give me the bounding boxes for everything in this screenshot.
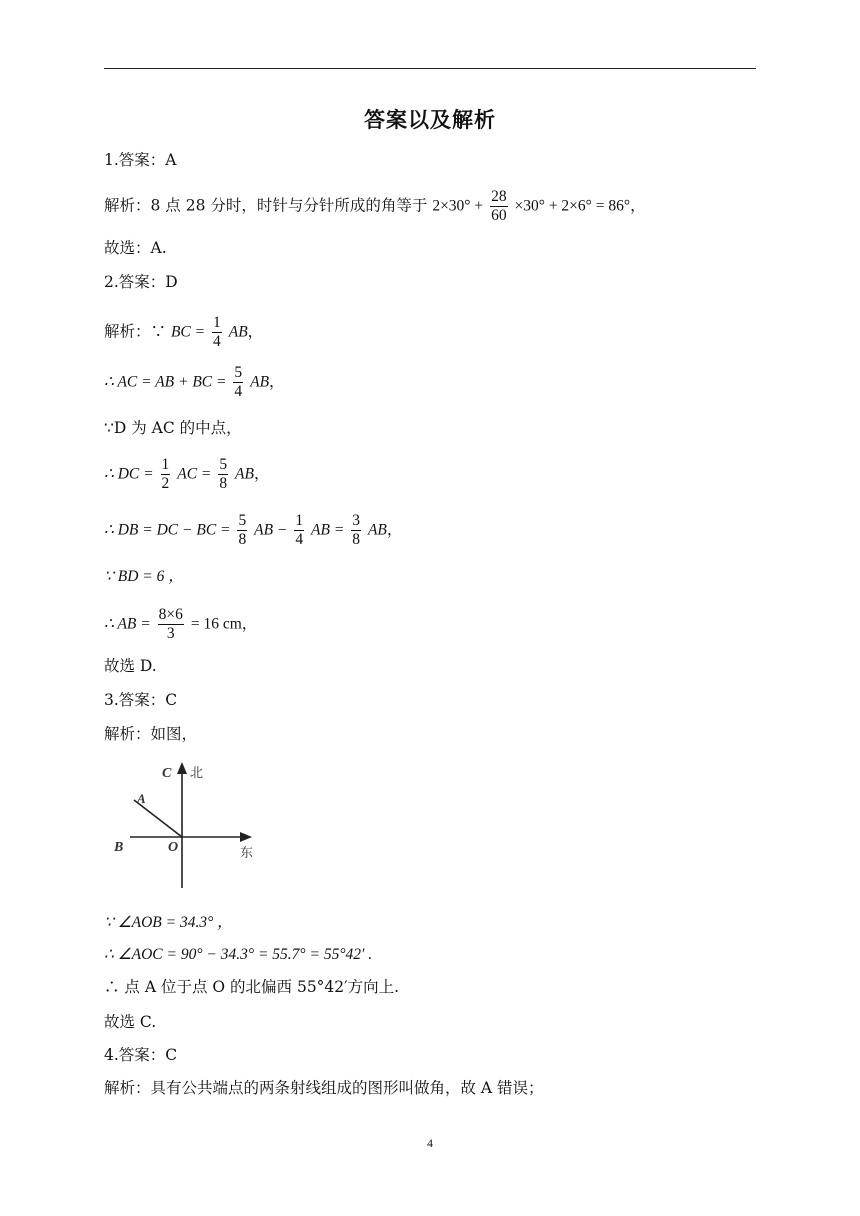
q1-analysis xyxy=(104,188,646,225)
q2-l7-fraction xyxy=(158,606,184,643)
q2-l4-ab: AB xyxy=(235,465,254,483)
q2-l1-lhs: BC = xyxy=(170,323,206,341)
q4-answer: 4.答案：C xyxy=(104,1046,178,1064)
q3-answer: 3.答案：C xyxy=(104,691,178,709)
page-number: 4 xyxy=(427,1136,433,1150)
q2-line-1 xyxy=(104,314,263,351)
q3-l1-text: ∵ ∠AOB = 34.3° ， xyxy=(104,914,233,931)
q2-l5-mid-1: AB − xyxy=(254,521,288,539)
q2-l2-fraction xyxy=(233,364,243,401)
q1-expr-b: ×30° + 2×6° = 86° xyxy=(514,197,631,215)
q3-analysis: 解析：如图， xyxy=(104,725,198,743)
q2-answer: 2.答案：D xyxy=(104,273,178,291)
q2-conclusion: 故选 D. xyxy=(104,657,157,675)
q2-l2-lhs: ∴ AC = AB + BC = xyxy=(104,373,227,391)
label-a: A xyxy=(137,791,146,806)
label-o: O xyxy=(168,840,179,855)
q2-l5-fraction-1 xyxy=(237,512,247,549)
q2-l1-ab: AB xyxy=(228,323,248,341)
q2-l7-den: 3 xyxy=(166,625,175,642)
q2-l7-rhs: = 16 cm， xyxy=(190,615,258,633)
east-arrow-icon xyxy=(240,832,252,842)
header-rule xyxy=(104,68,756,69)
q2-l2-end: ， xyxy=(269,372,285,391)
q2-l4-den-2: 8 xyxy=(219,475,228,492)
q2-line-5 xyxy=(104,512,402,549)
label-north: 北 xyxy=(190,766,204,781)
q3-line-1 xyxy=(104,912,233,933)
q1-frac-num: 28 xyxy=(491,188,507,205)
label-c: C xyxy=(162,766,172,781)
q2-l2-den: 4 xyxy=(234,383,243,400)
q2-l4-mid: AC = xyxy=(177,465,212,483)
label-east: 东 xyxy=(240,846,254,861)
q1-fraction xyxy=(490,188,508,225)
q1-comma: ， xyxy=(630,196,646,215)
q2-l4-end: ， xyxy=(253,464,270,483)
north-arrow-icon xyxy=(177,762,187,774)
page-title: 答案以及解析 xyxy=(364,107,496,132)
q1-conclusion: 故选：A. xyxy=(104,239,167,257)
q2-line-6 xyxy=(104,566,184,587)
q2-l5-den-2: 4 xyxy=(295,531,304,548)
q2-line-3: ∵D 为 AC 的中点， xyxy=(104,419,242,437)
q2-l1-fraction xyxy=(212,314,222,351)
q2-l5-fraction-2 xyxy=(294,512,304,549)
q2-l5-num-1: 5 xyxy=(238,512,247,529)
q2-l1-num: 1 xyxy=(213,314,221,331)
q3-line-3: ∴ 点 A 位于点 O 的北偏西 55°42′方向上. xyxy=(104,978,400,996)
q2-l5-ab: AB xyxy=(367,521,387,539)
q2-l5-end: ， xyxy=(386,520,403,539)
q1-frac-den: 60 xyxy=(491,207,507,224)
q2-l7-lhs: ∴ AB = xyxy=(104,615,151,633)
q2-l5-fraction-3 xyxy=(351,512,361,549)
q3-line-2 xyxy=(104,944,372,965)
label-b: B xyxy=(114,840,124,855)
q2-l4-num-2: 5 xyxy=(219,456,228,473)
q2-l4-fraction-1 xyxy=(161,456,171,493)
q2-l5-lhs: ∴ DB = DC − BC = xyxy=(104,521,231,539)
compass-figure xyxy=(110,760,270,890)
q2-line-4 xyxy=(104,456,269,493)
q1-expr-a: 2×30° + xyxy=(432,197,484,215)
q3-conclusion: 故选 C. xyxy=(104,1013,157,1031)
q2-line-7 xyxy=(104,606,257,643)
q2-l2-ab: AB xyxy=(250,373,270,391)
q2-l4-fraction-2 xyxy=(218,456,228,493)
q2-l2-num: 5 xyxy=(234,364,243,381)
q2-l5-num-2: 1 xyxy=(295,512,304,529)
q2-l1-den: 4 xyxy=(213,333,221,350)
q2-l4-den-1: 2 xyxy=(161,475,170,492)
q2-line-2 xyxy=(104,364,285,401)
q2-l7-num: 8×6 xyxy=(158,606,183,623)
q2-l6-text: ∵ BD = 6 ， xyxy=(104,568,184,585)
q2-l5-num-3: 3 xyxy=(352,512,360,529)
q2-l5-mid-2: AB = xyxy=(311,521,345,539)
q1-answer: 1.答案：A xyxy=(104,151,177,169)
q3-l2-text: ∴ ∠AOC = 90° − 34.3° = 55.7° = 55°42′ . xyxy=(104,946,373,963)
q2-l4-lhs: ∴ DC = xyxy=(104,465,154,483)
q2-l5-den-3: 8 xyxy=(352,531,360,548)
q2-l5-den-1: 8 xyxy=(238,531,247,548)
q4-analysis: 解析：具有公共端点的两条射线组成的图形叫做角，故 A 错误； xyxy=(104,1079,544,1097)
q2-l1-prefix: 解析：∵ xyxy=(104,322,167,341)
q2-l1-end: ， xyxy=(247,322,264,341)
q2-l4-num-1: 1 xyxy=(161,456,170,473)
q1-analysis-prefix: 解析：8 点 28 分时，时针与分针所成的角等于 xyxy=(104,196,428,215)
